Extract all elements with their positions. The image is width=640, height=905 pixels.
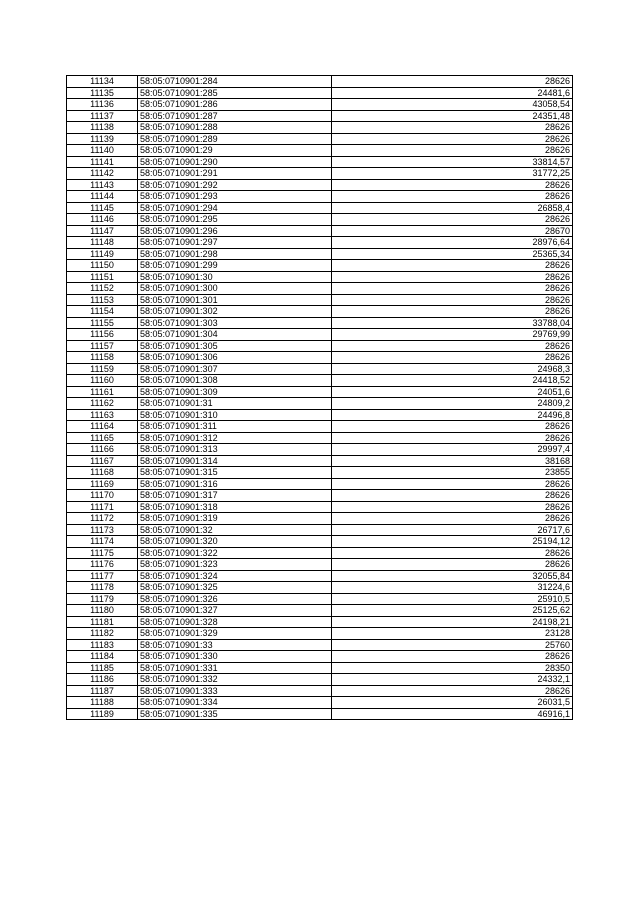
row-number-cell: 11173: [67, 524, 138, 536]
value-cell: 24809,2: [332, 398, 573, 410]
table-row: [67, 559, 573, 571]
table-row: [67, 501, 573, 513]
row-number-cell: 11179: [67, 593, 138, 605]
table-row: [67, 582, 573, 594]
row-number-cell: 11147: [67, 225, 138, 237]
table-row: [67, 76, 573, 88]
row-number-cell: 11150: [67, 260, 138, 272]
row-number-cell: 11148: [67, 237, 138, 249]
value-cell: 28626: [332, 352, 573, 364]
row-number-cell: 11161: [67, 386, 138, 398]
cadastral-number-cell: 58:05:0710901:298: [138, 248, 332, 260]
value-cell: 43058,54: [332, 99, 573, 111]
cadastral-number-cell: 58:05:0710901:302: [138, 306, 332, 318]
table-row: [67, 708, 573, 720]
cadastral-number-cell: 58:05:0710901:313: [138, 444, 332, 456]
value-cell: 28626: [332, 432, 573, 444]
cadastral-number-cell: 58:05:0710901:29: [138, 145, 332, 157]
row-number-cell: 11144: [67, 191, 138, 203]
cadastral-number-cell: 58:05:0710901:324: [138, 570, 332, 582]
row-number-cell: 11172: [67, 513, 138, 525]
table-row: [67, 179, 573, 191]
cadastral-number-cell: 58:05:0710901:300: [138, 283, 332, 295]
value-cell: 28626: [332, 513, 573, 525]
cadastral-number-cell: 58:05:0710901:328: [138, 616, 332, 628]
cadastral-number-cell: 58:05:0710901:295: [138, 214, 332, 226]
row-number-cell: 11171: [67, 501, 138, 513]
value-cell: 29997,4: [332, 444, 573, 456]
value-cell: 25760: [332, 639, 573, 651]
row-number-cell: 11135: [67, 87, 138, 99]
value-cell: 32055,84: [332, 570, 573, 582]
value-cell: 24351,48: [332, 110, 573, 122]
value-cell: 24051,6: [332, 386, 573, 398]
table-row: [67, 237, 573, 249]
row-number-cell: 11157: [67, 340, 138, 352]
cadastral-number-cell: 58:05:0710901:296: [138, 225, 332, 237]
table-row: [67, 317, 573, 329]
row-number-cell: 11141: [67, 156, 138, 168]
value-cell: 28350: [332, 662, 573, 674]
value-cell: 28626: [332, 685, 573, 697]
table-row: [67, 145, 573, 157]
value-cell: 38168: [332, 455, 573, 467]
cadastral-number-cell: 58:05:0710901:305: [138, 340, 332, 352]
cadastral-number-cell: 58:05:0710901:291: [138, 168, 332, 180]
value-cell: 28670: [332, 225, 573, 237]
row-number-cell: 11183: [67, 639, 138, 651]
cadastral-number-cell: 58:05:0710901:30: [138, 271, 332, 283]
value-cell: 25910,5: [332, 593, 573, 605]
row-number-cell: 11169: [67, 478, 138, 490]
value-cell: 24198,21: [332, 616, 573, 628]
table-row: [67, 455, 573, 467]
value-cell: 26717,6: [332, 524, 573, 536]
cadastral-number-cell: 58:05:0710901:315: [138, 467, 332, 479]
table-row: [67, 306, 573, 318]
data-table: [66, 75, 573, 720]
table-row: [67, 375, 573, 387]
row-number-cell: 11156: [67, 329, 138, 341]
cadastral-number-cell: 58:05:0710901:333: [138, 685, 332, 697]
value-cell: 28626: [332, 340, 573, 352]
cadastral-number-cell: 58:05:0710901:314: [138, 455, 332, 467]
row-number-cell: 11142: [67, 168, 138, 180]
table-row: [67, 547, 573, 559]
value-cell: 24332,1: [332, 674, 573, 686]
table-row: [67, 191, 573, 203]
row-number-cell: 11149: [67, 248, 138, 260]
table-row: [67, 110, 573, 122]
value-cell: 28626: [332, 145, 573, 157]
value-cell: 46916,1: [332, 708, 573, 720]
cadastral-number-cell: 58:05:0710901:294: [138, 202, 332, 214]
row-number-cell: 11185: [67, 662, 138, 674]
cadastral-number-cell: 58:05:0710901:33: [138, 639, 332, 651]
value-cell: 28626: [332, 559, 573, 571]
value-cell: 24481,6: [332, 87, 573, 99]
cadastral-number-cell: 58:05:0710901:320: [138, 536, 332, 548]
value-cell: 28626: [332, 179, 573, 191]
cadastral-number-cell: 58:05:0710901:322: [138, 547, 332, 559]
value-cell: 28626: [332, 501, 573, 513]
cadastral-number-cell: 58:05:0710901:306: [138, 352, 332, 364]
table-row: [67, 513, 573, 525]
row-number-cell: 11158: [67, 352, 138, 364]
value-cell: 28626: [332, 133, 573, 145]
cadastral-number-cell: 58:05:0710901:297: [138, 237, 332, 249]
value-cell: 33814,57: [332, 156, 573, 168]
cadastral-number-cell: 58:05:0710901:31: [138, 398, 332, 410]
value-cell: 33788,04: [332, 317, 573, 329]
table-row: [67, 639, 573, 651]
table-row: [67, 363, 573, 375]
cadastral-number-cell: 58:05:0710901:329: [138, 628, 332, 640]
table-row: [67, 478, 573, 490]
cadastral-number-cell: 58:05:0710901:326: [138, 593, 332, 605]
row-number-cell: 11175: [67, 547, 138, 559]
row-number-cell: 11174: [67, 536, 138, 548]
cadastral-number-cell: 58:05:0710901:330: [138, 651, 332, 663]
cadastral-number-cell: 58:05:0710901:290: [138, 156, 332, 168]
cadastral-number-cell: 58:05:0710901:319: [138, 513, 332, 525]
table-row: [67, 662, 573, 674]
cadastral-number-cell: 58:05:0710901:301: [138, 294, 332, 306]
row-number-cell: 11143: [67, 179, 138, 191]
value-cell: 25194,12: [332, 536, 573, 548]
row-number-cell: 11188: [67, 697, 138, 709]
row-number-cell: 11163: [67, 409, 138, 421]
cadastral-number-cell: 58:05:0710901:335: [138, 708, 332, 720]
cadastral-number-cell: 58:05:0710901:311: [138, 421, 332, 433]
table-row: [67, 409, 573, 421]
value-cell: 28976,64: [332, 237, 573, 249]
row-number-cell: 11189: [67, 708, 138, 720]
table-row: [67, 628, 573, 640]
value-cell: 28626: [332, 306, 573, 318]
row-number-cell: 11134: [67, 76, 138, 88]
value-cell: 28626: [332, 651, 573, 663]
row-number-cell: 11180: [67, 605, 138, 617]
row-number-cell: 11168: [67, 467, 138, 479]
cadastral-number-cell: 58:05:0710901:32: [138, 524, 332, 536]
cadastral-number-cell: 58:05:0710901:293: [138, 191, 332, 203]
cadastral-number-cell: 58:05:0710901:327: [138, 605, 332, 617]
row-number-cell: 11146: [67, 214, 138, 226]
row-number-cell: 11154: [67, 306, 138, 318]
value-cell: 24968,3: [332, 363, 573, 375]
row-number-cell: 11136: [67, 99, 138, 111]
value-cell: 28626: [332, 490, 573, 502]
table-row: [67, 202, 573, 214]
value-cell: 29769,99: [332, 329, 573, 341]
table-row: [67, 467, 573, 479]
value-cell: 26031,5: [332, 697, 573, 709]
cadastral-number-cell: 58:05:0710901:312: [138, 432, 332, 444]
table-row: [67, 421, 573, 433]
table-row: [67, 697, 573, 709]
cadastral-number-cell: 58:05:0710901:287: [138, 110, 332, 122]
cadastral-number-cell: 58:05:0710901:309: [138, 386, 332, 398]
row-number-cell: 11155: [67, 317, 138, 329]
row-number-cell: 11160: [67, 375, 138, 387]
table-row: [67, 271, 573, 283]
table-row: [67, 616, 573, 628]
row-number-cell: 11166: [67, 444, 138, 456]
row-number-cell: 11170: [67, 490, 138, 502]
table-row: [67, 225, 573, 237]
table-row: [67, 214, 573, 226]
value-cell: 23128: [332, 628, 573, 640]
table-row: [67, 156, 573, 168]
cadastral-number-cell: 58:05:0710901:284: [138, 76, 332, 88]
table-row: [67, 444, 573, 456]
table-row: [67, 398, 573, 410]
table-row: [67, 99, 573, 111]
table-row: [67, 352, 573, 364]
table-body: [67, 76, 573, 720]
table-row: [67, 329, 573, 341]
value-cell: 28626: [332, 478, 573, 490]
row-number-cell: 11152: [67, 283, 138, 295]
cadastral-number-cell: 58:05:0710901:332: [138, 674, 332, 686]
row-number-cell: 11138: [67, 122, 138, 134]
row-number-cell: 11186: [67, 674, 138, 686]
cadastral-number-cell: 58:05:0710901:289: [138, 133, 332, 145]
row-number-cell: 11164: [67, 421, 138, 433]
cadastral-number-cell: 58:05:0710901:323: [138, 559, 332, 571]
table-row: [67, 605, 573, 617]
cadastral-number-cell: 58:05:0710901:316: [138, 478, 332, 490]
value-cell: 28626: [332, 214, 573, 226]
value-cell: 24418,52: [332, 375, 573, 387]
table-row: [67, 432, 573, 444]
table-row: [67, 122, 573, 134]
value-cell: 28626: [332, 76, 573, 88]
table-row: [67, 248, 573, 260]
table-row: [67, 386, 573, 398]
value-cell: 28626: [332, 547, 573, 559]
row-number-cell: 11139: [67, 133, 138, 145]
row-number-cell: 11145: [67, 202, 138, 214]
cadastral-number-cell: 58:05:0710901:307: [138, 363, 332, 375]
row-number-cell: 11184: [67, 651, 138, 663]
table-row: [67, 294, 573, 306]
value-cell: 28626: [332, 122, 573, 134]
table-row: [67, 340, 573, 352]
table-row: [67, 87, 573, 99]
row-number-cell: 11177: [67, 570, 138, 582]
row-number-cell: 11140: [67, 145, 138, 157]
cadastral-number-cell: 58:05:0710901:286: [138, 99, 332, 111]
table-row: [67, 490, 573, 502]
value-cell: 25125,62: [332, 605, 573, 617]
row-number-cell: 11182: [67, 628, 138, 640]
table-row: [67, 570, 573, 582]
row-number-cell: 11187: [67, 685, 138, 697]
table-row: [67, 536, 573, 548]
table-row: [67, 260, 573, 272]
table-row: [67, 593, 573, 605]
row-number-cell: 11137: [67, 110, 138, 122]
value-cell: 23855: [332, 467, 573, 479]
table-row: [67, 685, 573, 697]
cadastral-number-cell: 58:05:0710901:288: [138, 122, 332, 134]
value-cell: 31772,25: [332, 168, 573, 180]
cadastral-number-cell: 58:05:0710901:285: [138, 87, 332, 99]
row-number-cell: 11165: [67, 432, 138, 444]
table-row: [67, 651, 573, 663]
value-cell: 25365,34: [332, 248, 573, 260]
cadastral-number-cell: 58:05:0710901:325: [138, 582, 332, 594]
row-number-cell: 11167: [67, 455, 138, 467]
table-row: [67, 674, 573, 686]
row-number-cell: 11153: [67, 294, 138, 306]
cadastral-number-cell: 58:05:0710901:318: [138, 501, 332, 513]
cadastral-number-cell: 58:05:0710901:317: [138, 490, 332, 502]
table-row: [67, 133, 573, 145]
table-row: [67, 168, 573, 180]
cadastral-number-cell: 58:05:0710901:292: [138, 179, 332, 191]
cadastral-number-cell: 58:05:0710901:310: [138, 409, 332, 421]
value-cell: 28626: [332, 294, 573, 306]
cadastral-number-cell: 58:05:0710901:331: [138, 662, 332, 674]
row-number-cell: 11176: [67, 559, 138, 571]
cadastral-number-cell: 58:05:0710901:334: [138, 697, 332, 709]
value-cell: 28626: [332, 283, 573, 295]
cadastral-number-cell: 58:05:0710901:304: [138, 329, 332, 341]
cadastral-number-cell: 58:05:0710901:299: [138, 260, 332, 272]
table-row: [67, 524, 573, 536]
value-cell: 28626: [332, 260, 573, 272]
cadastral-number-cell: 58:05:0710901:303: [138, 317, 332, 329]
row-number-cell: 11178: [67, 582, 138, 594]
value-cell: 26858,4: [332, 202, 573, 214]
value-cell: 31224,6: [332, 582, 573, 594]
row-number-cell: 11181: [67, 616, 138, 628]
row-number-cell: 11162: [67, 398, 138, 410]
value-cell: 28626: [332, 191, 573, 203]
cadastral-number-cell: 58:05:0710901:308: [138, 375, 332, 387]
row-number-cell: 11159: [67, 363, 138, 375]
value-cell: 24496,8: [332, 409, 573, 421]
row-number-cell: 11151: [67, 271, 138, 283]
table-row: [67, 283, 573, 295]
value-cell: 28626: [332, 271, 573, 283]
value-cell: 28626: [332, 421, 573, 433]
